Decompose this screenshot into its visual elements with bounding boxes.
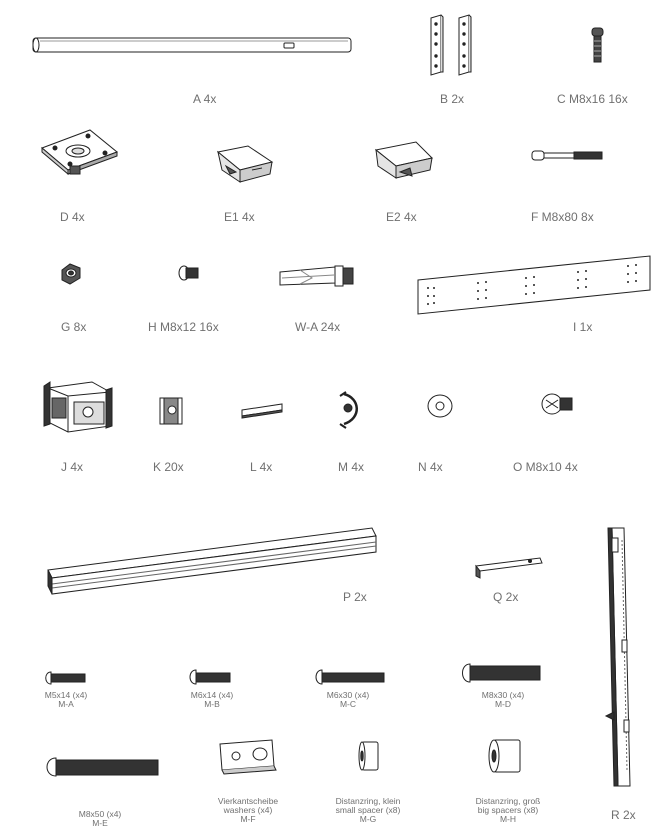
label-i: I 1x xyxy=(573,320,593,334)
label-k: K 20x xyxy=(153,460,184,474)
part-i-plate xyxy=(418,256,650,314)
label-mh xyxy=(453,797,563,824)
label-me-code: M-E xyxy=(92,818,108,828)
part-md-screw xyxy=(463,664,541,682)
label-mg-de: Distanzring, klein xyxy=(335,796,401,806)
label-e1: E1 4x xyxy=(224,210,255,224)
label-md-size: M8x30 (x4) xyxy=(481,690,525,700)
label-ma xyxy=(11,691,121,709)
label-me xyxy=(45,810,155,828)
label-o: O M8x10 4x xyxy=(513,460,578,474)
part-j-clamp xyxy=(44,382,112,432)
part-k-slide-nut xyxy=(160,398,182,424)
part-p-rail xyxy=(48,528,376,594)
part-mc-screw xyxy=(316,670,384,684)
part-q-bracket xyxy=(476,558,542,578)
part-mh-spacer xyxy=(489,740,520,772)
label-mf xyxy=(193,797,303,824)
label-me-size: M8x50 (x4) xyxy=(78,809,122,819)
label-mc-size: M6x30 (x4) xyxy=(326,690,370,700)
label-ma-size: M5x14 (x4) xyxy=(44,690,88,700)
part-g-nut xyxy=(62,264,80,284)
label-j: J 4x xyxy=(61,460,84,474)
part-e2-bracket xyxy=(376,142,432,178)
label-mg xyxy=(313,797,423,824)
part-l-bar xyxy=(242,404,282,418)
part-a-tube xyxy=(33,38,351,52)
part-mb-screw xyxy=(190,670,230,684)
label-n: N 4x xyxy=(418,460,443,474)
label-e2: E2 4x xyxy=(386,210,417,224)
label-mf-code: M-F xyxy=(240,814,256,824)
label-mc xyxy=(293,691,403,709)
label-mf-de: Vierkantscheibe xyxy=(217,796,279,806)
part-o-screw xyxy=(542,394,572,414)
label-mf-en: washers (x4) xyxy=(223,805,273,815)
part-f-bolt xyxy=(532,151,602,160)
label-m: M 4x xyxy=(338,460,365,474)
label-mh-en: big spacers (x8) xyxy=(477,805,539,815)
label-md-code: M-D xyxy=(494,699,512,709)
label-d: D 4x xyxy=(60,210,85,224)
label-q: Q 2x xyxy=(493,590,519,604)
label-mb-size: M6x14 (x4) xyxy=(190,690,234,700)
label-mh-de: Distanzring, groß xyxy=(475,796,541,806)
label-mc-code: M-C xyxy=(339,699,357,709)
part-me-screw xyxy=(47,758,158,776)
label-c: C M8x16 16x xyxy=(557,92,628,106)
label-md xyxy=(448,691,558,709)
part-e1-bracket xyxy=(218,146,272,182)
label-b: B 2x xyxy=(440,92,465,106)
label-g: G 8x xyxy=(61,320,87,334)
part-mg-spacer xyxy=(359,742,378,770)
part-wa-anchor xyxy=(280,266,353,286)
label-p: P 2x xyxy=(343,590,367,604)
label-mg-code: M-G xyxy=(359,814,377,824)
label-wa: W-A 24x xyxy=(295,320,341,334)
part-m-clip xyxy=(340,392,357,428)
label-f: F M8x80 8x xyxy=(531,210,594,224)
part-ma-screw xyxy=(46,672,85,684)
label-r: R 2x xyxy=(611,808,636,822)
label-h: H M8x12 16x xyxy=(148,320,219,334)
label-mb-code: M-B xyxy=(204,699,220,709)
label-l: L 4x xyxy=(250,460,273,474)
label-mh-code: M-H xyxy=(499,814,517,824)
part-h-screw xyxy=(179,266,198,280)
part-n-washer xyxy=(428,395,452,417)
part-d-plate xyxy=(42,130,117,174)
part-b-bracket xyxy=(431,15,471,75)
part-r-rail xyxy=(606,528,630,786)
label-mb xyxy=(157,691,267,709)
label-ma-code: M-A xyxy=(58,699,74,709)
part-mf-washer xyxy=(220,740,276,774)
part-c-screw xyxy=(592,28,603,62)
label-a: A 4x xyxy=(193,92,217,106)
label-mg-en: small spacer (x8) xyxy=(335,805,401,815)
